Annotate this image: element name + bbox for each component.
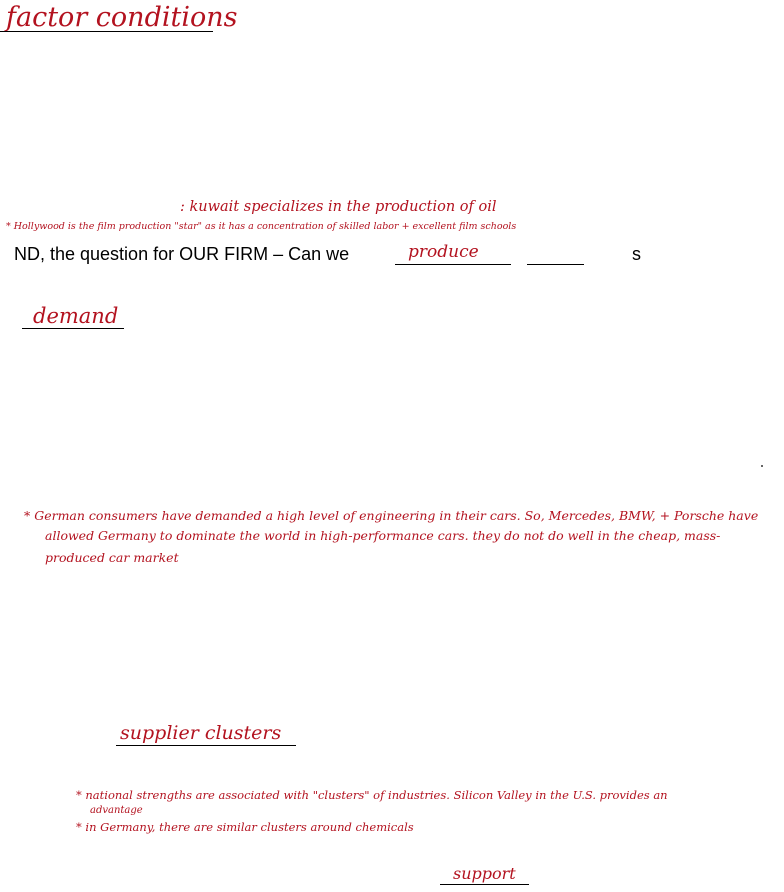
blank-underline-factor-conditions: [0, 31, 213, 32]
note-german-consumers-line1: * German consumers have demanded a high level of engineering in their cars. So, Mercedes, BMW, + Porsche have: [24, 508, 759, 523]
note-german-consumers-line3: produced car market: [45, 550, 179, 565]
blank-underline-support: [440, 884, 529, 885]
blank-answer-demand: demand: [33, 304, 119, 328]
blank-underline-demand: [22, 328, 124, 329]
note-german-consumers-line2: allowed Germany to dominate the world in high-performance cars. they do not do well in the cheap, mass-: [45, 528, 721, 543]
note-germany-clusters: * in Germany, there are similar clusters around chemicals: [76, 820, 414, 834]
blank-answer-factor-conditions: factor conditions: [6, 2, 238, 33]
blank-underline-produce: [395, 264, 511, 265]
blank-underline-empty: [527, 264, 584, 265]
blank-underline-supplier-clusters: [116, 745, 296, 746]
stray-dot: [761, 465, 763, 467]
blank-answer-support: support: [453, 864, 516, 883]
note-national-strengths-line2: advantage: [90, 805, 143, 816]
blank-answer-supplier-clusters: supplier clusters: [120, 722, 282, 744]
note-kuwait: : kuwait specializes in the production of oil: [180, 199, 497, 215]
note-national-strengths-line1: * national strengths are associated with "clusters" of industries. Silicon Valley in the U.S. provides an: [76, 788, 668, 802]
question-line-suffix: s: [632, 244, 641, 264]
note-hollywood: * Hollywood is the film production "star" as it has a concentration of skilled labor + excellent film schools: [6, 221, 517, 232]
question-line-text: ND, the question for OUR FIRM – Can we: [14, 244, 350, 264]
blank-answer-produce: produce: [408, 242, 479, 262]
